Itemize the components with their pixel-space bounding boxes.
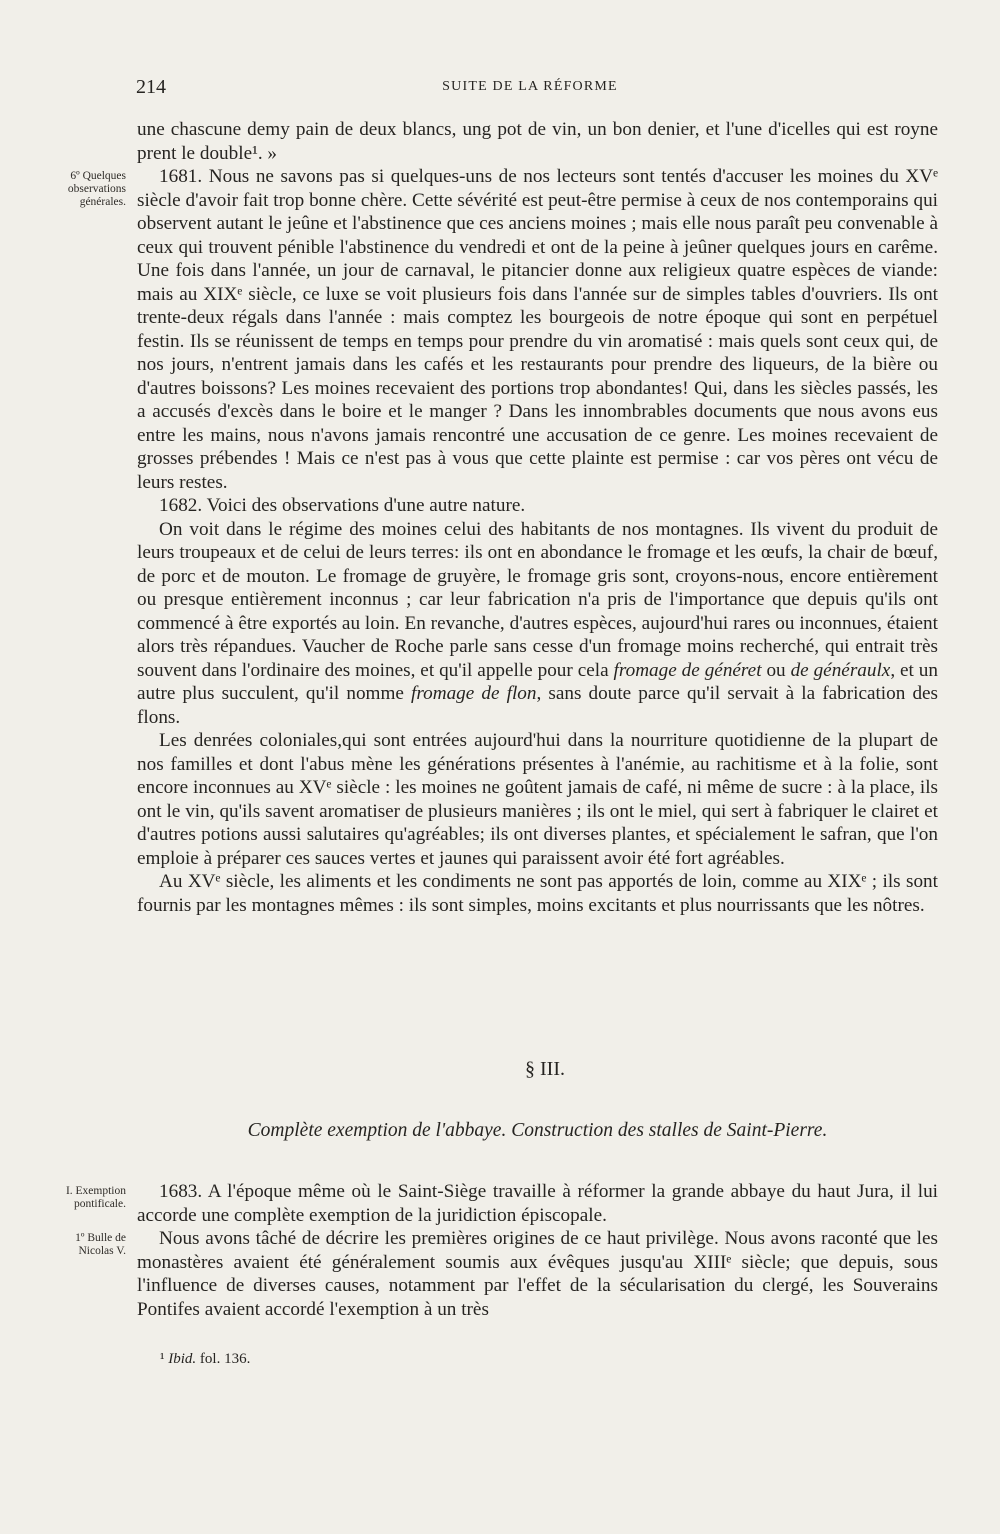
section-text-block: [137, 1180, 938, 1321]
paragraph-colonial-goods: Les denrées coloniales,qui sont entrées aujourd'hui dans la nourriture quotidienne de la plupart de nos familles et dont l'abus mène les générations présentes à l'anémie, au rachitisme et à la folie, sont encore inconnues au XVᵉ siècle : les moines ne goûtent jamais de café, ni même de sucre : à la place, ils ont le vin, qu'ils savent aromatiser de plusieurs manières ; ils ont le miel, qui sert à fabriquer le clairet et d'autres potions aussi salutaires qu'agréables; ils ont diverses plantes, et spécialement le safran, que l'on emploie à préparer ces sauces vertes et jaunes qui paraissent avoir été fort agréables.: [137, 730, 938, 869]
paragraph-1682: 1682. Voici des observations d'une autre nature.: [159, 495, 526, 516]
paragraph-1683: 1683. A l'époque même où le Saint-Siège travaille à réformer la grande abbaye du haut Jura, il lui accorde une complète exemption de la juridiction épiscopale.: [137, 1181, 938, 1226]
running-title: SUITE DE LA RÉFORME: [442, 79, 618, 94]
footnote: [160, 1351, 250, 1368]
cheese-text-c: , sans doute parce qu'il servait à la fabrication des flons.: [137, 683, 939, 728]
paragraph-1681: 1681. Nous ne savons pas si quelques-uns de nos lecteurs sont tentés d'accuser les moines du XVᵉ siècle d'avoir fait trop bonne chère. Cette sévérité est peut-être permise à ceux de nos contemporains qui observent autant le jeûne et l'abstinence que ces anciens moines ; mais elle nous paraît peu convenable à ceux qui trouvent pénible l'abstinence du vendredi et ont de la peine à jeûner quelques jours en carême. Une fois dans l'année, un jour de carnaval, le pitancier donne aux religieux quatre espèces de viande: mais au XIXᵉ siècle, ce luxe se voit plusieurs fois dans l'année sur de simples tables d'ouvriers. Ils ont trente-deux régals dans l'année : mais comptez les bourgeois de notre époque qui sont en perpétuel festin. Ils se réunissent de temps en temps pour prendre du vin aromatisé : mais quels sont ceux qui, de nos jours, n'entrent jamais dans les cafés et les restaurants pour prendre des liqueurs, de la bière ou d'autres boissons? Les moines recevaient des portions trop abondantes! Qui, dans les siècles passés, les a accusés d'excès dans le boire et le manger ? Dans les innombrables documents que nous avons eus entre les mains, nous n'avons jamais rencontré une accusation de ce genre. Les moines recevaient de grosses prébendes ! Mais ce n'est pas à vous que cette plainte est permise : car vos pères ont vécu de leurs restes.: [137, 166, 938, 493]
paragraph-privilege: Nous avons tâché de décrire les premières origines de ce haut privilège. Nous avons raconté que les monastères avaient été généralement soumis aux évêques jusqu'au XIIIᵉ siècle; que depuis, sous l'influence de diverses causes, notamment par l'effet de la sécularisation du clergé, les Souverains Pontifes avaient accordé l'exemption à un très: [137, 1228, 938, 1320]
paragraph-cheese: [137, 518, 938, 730]
footnote-ibid: Ibid.: [168, 1351, 197, 1367]
cheese-text-ou: ou: [766, 659, 786, 681]
page-number: 214: [136, 76, 166, 98]
section-number: § III.: [525, 1058, 565, 1080]
cheese-term-flon: fromage de flon: [411, 683, 537, 704]
cheese-text-a: On voit dans le régime des moines celui des habitants de nos montagnes. Ils vivent du produit de leurs troupeaux et de celui de leurs terres: ils ont en abondance le fromage et les œufs, la chair de bœuf, de porc et de mouton. Le fromage de gruyère, le fromage gris sont, croyons-nous, encore entièrement ou presque entièrement inconnus ; car leur fabrication n'a pris de l'importance que depuis qu'ils ont commencé à être exportés au loin. En revanche, d'autres espèces, aujourd'hui rares ou inconnues, étaient alors très répandues. Vaucher de Roche parle sans cesse d'un fromage moins recherché, qui entrait très souvent dans l'ordinaire des moines, et qu'il appelle pour cela: [137, 518, 938, 681]
margin-note-exemption: I. Exemption pontificale.: [65, 1185, 126, 1210]
footnote-mark: ¹: [160, 1351, 165, 1367]
paragraph-xv-century: Au XVᵉ siècle, les aliments et les condiments ne sont pas apportés de loin, comme au XIXᵉ ; ils sont fournis par les montagnes mêmes : ils sont simples, moins excitants et plus nourrissants que les nôtres.: [137, 871, 938, 916]
margin-note-observations: 6º Quelques observations générales.: [67, 170, 126, 208]
footnote-folio: fol. 136.: [199, 1351, 251, 1367]
cheese-text-b: , et un autre plus succulent, qu'il nomme: [137, 659, 938, 704]
section-title: Complète exemption de l'abbaye. Construction des stalles de Saint-Pierre.: [247, 1120, 828, 1141]
main-text-block: [137, 118, 938, 917]
cheese-term-generet: fromage de généret: [613, 659, 762, 681]
paragraph-continued: une chascune demy pain de deux blancs, ung pot de vin, un bon denier, et l'une d'icelles qui est royne prent le double¹. »: [137, 119, 938, 164]
margin-note-bulle: 1º Bulle de Nicolas V.: [75, 1232, 126, 1257]
page-header: [0, 76, 1000, 98]
cheese-term-generaulx: de généraulx: [790, 659, 891, 681]
